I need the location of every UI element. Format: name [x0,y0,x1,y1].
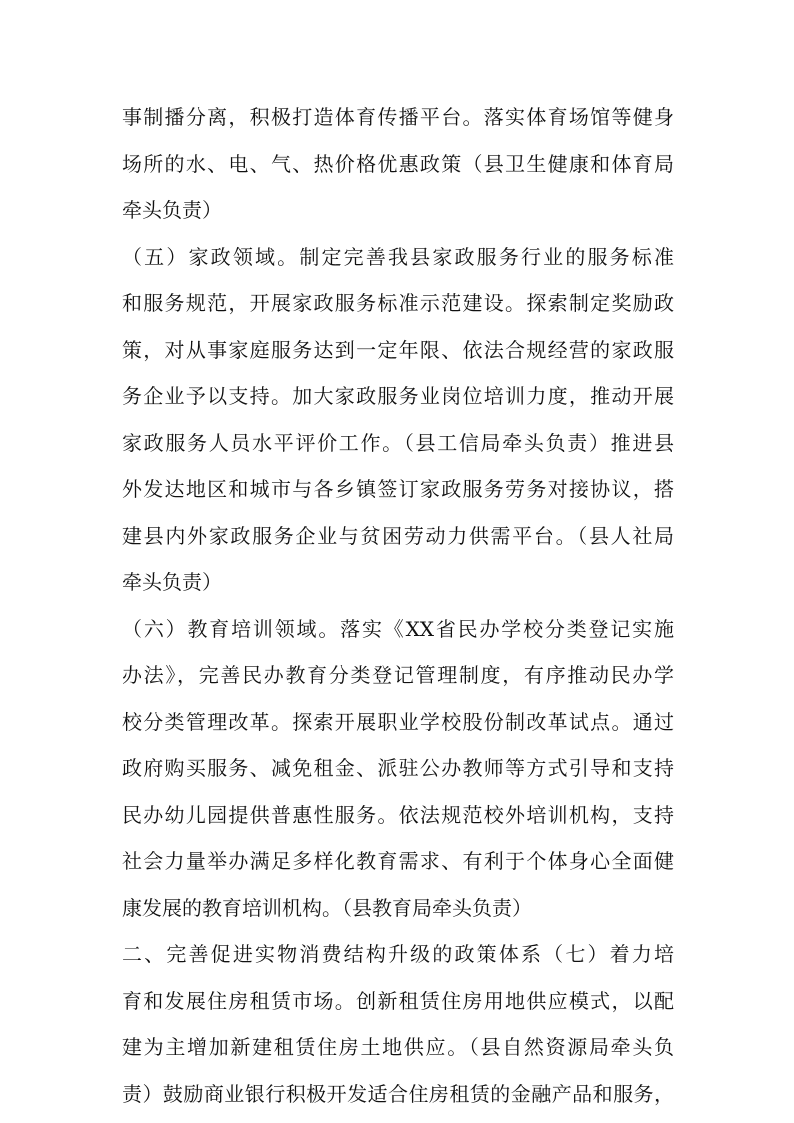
text-line: 责）鼓励商业银行积极开发适合住房租赁的金融产品和服务， [122,1081,674,1106]
text-line: 校分类管理改革。探索开展职业学校股份制改革试点。通过 [122,709,674,734]
text-line: 建为主增加新建租赁住房土地供应。（县自然资源局牵头负 [122,1035,674,1059]
text-line: 外发达地区和城市与各乡镇签订家政服务劳务对接协议，搭 [122,477,674,501]
text-line: （六）教育培训领域。落实《XX省民办学校分类登记实施 [122,616,674,641]
text-line: 场所的水、电、气、热价格优惠政策（县卫生健康和体育局 [122,151,674,176]
text-line: 家政服务人员水平评价工作。（县工信局牵头负责）推进县 [122,430,674,455]
text-line: 务企业予以支持。加大家政服务业岗位培训力度，推动开展 [122,384,674,408]
text-line: （五）家政领域。制定完善我县家政服务行业的服务标准 [122,244,674,269]
text-line: 政府购买服务、减免租金、派驻公办教师等方式引导和支持 [122,756,674,780]
text-line: 二、完善促进实物消费结构升级的政策体系（七）着力培 [122,942,674,966]
text-line: 和服务规范，开展家政服务标准示范建设。探索制定奖励政 [122,291,674,315]
text-line: 康发展的教育培训机构。（县教育局牵头负责） [122,895,532,920]
text-line: 办法》，完善民办教育分类登记管理制度，有序推动民办学 [122,663,674,687]
text-line: 民办幼儿园提供普惠性服务。依法规范校外培训机构，支持 [122,802,674,827]
text-line: 事制播分离，积极打造体育传播平台。落实体育场馆等健身 [122,105,674,129]
text-line: 建县内外家政服务企业与贫困劳动力供需平台。（县人社局 [122,523,674,548]
text-line: 社会力量举办满足多样化教育需求、有利于个体身心全面健 [122,849,674,873]
text-line: 策，对从事家庭服务达到一定年限、依法合规经营的家政服 [122,337,674,362]
text-line: 育和发展住房租赁市场。创新租赁住房用地供应模式，以配 [122,988,674,1013]
text-line: 牵头负责） [122,198,222,222]
document-body [122,94,674,1117]
text-line: 牵头负责） [122,570,222,594]
